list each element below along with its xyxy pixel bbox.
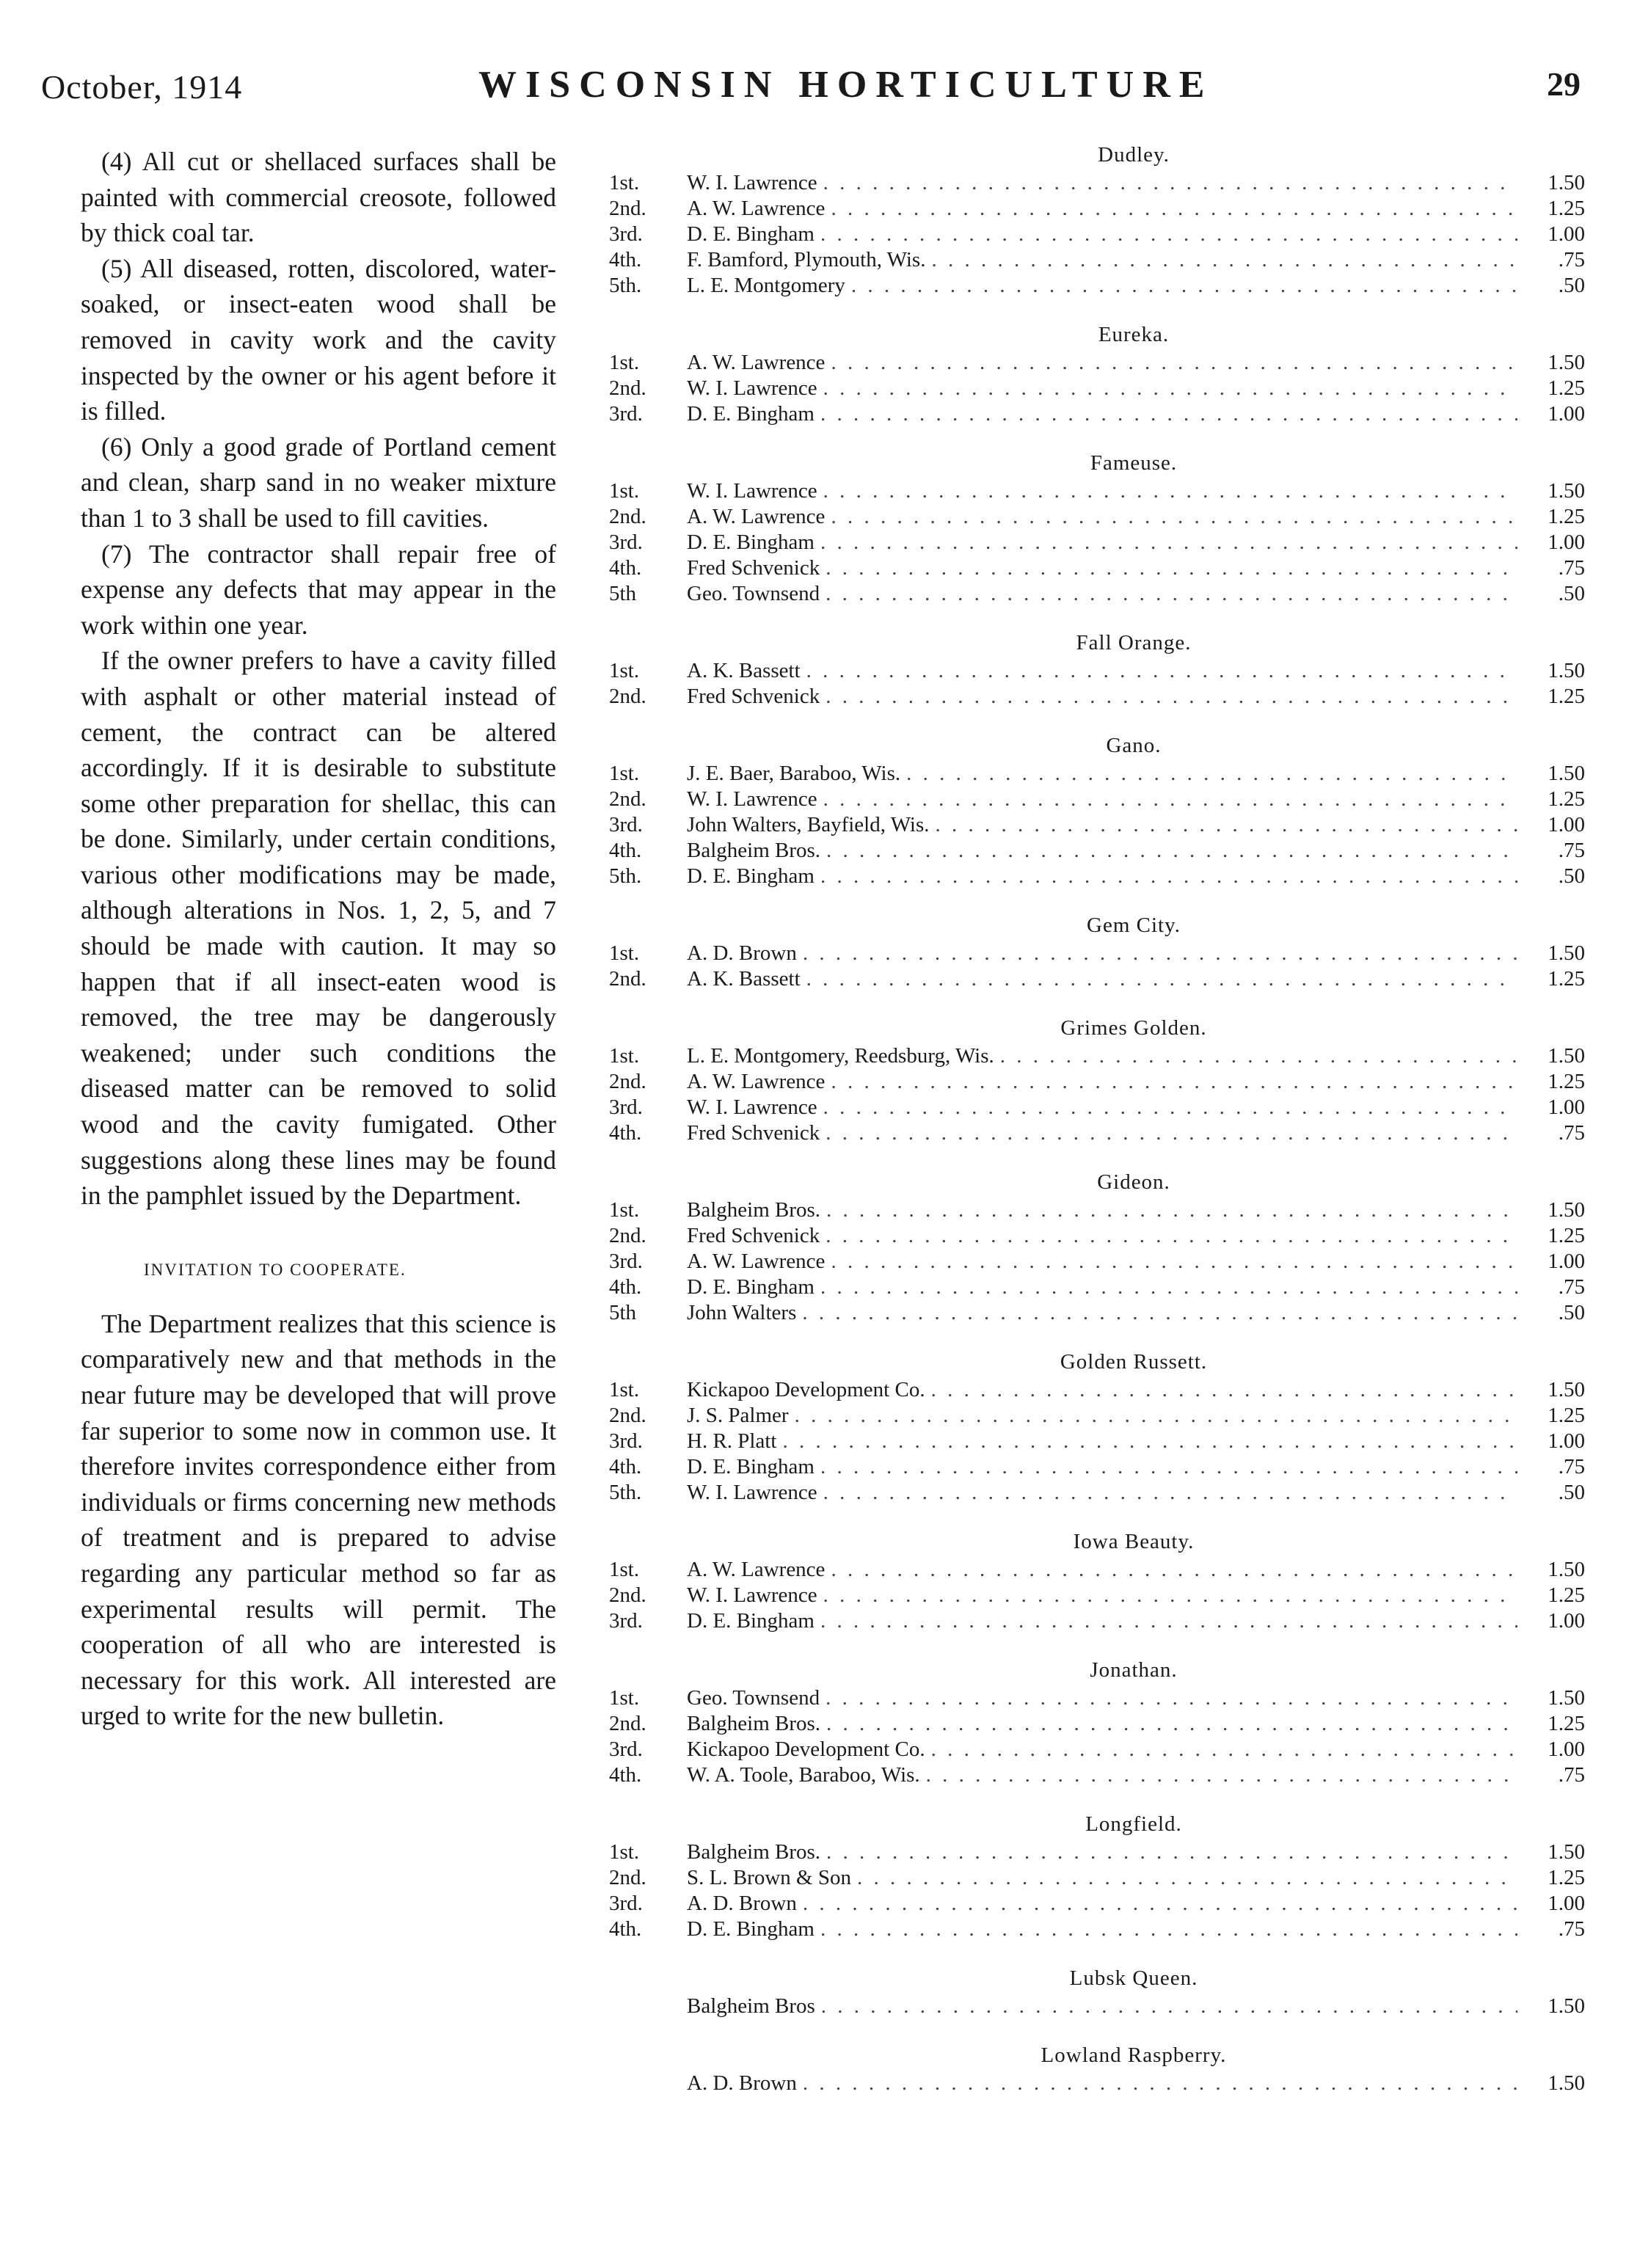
variety-spacer	[609, 607, 1585, 627]
award-place: 3rd.	[609, 402, 643, 426]
dot-leader	[823, 1480, 1517, 1506]
award-place: 3rd.	[609, 1609, 643, 1633]
variety-spacer	[609, 1146, 1585, 1167]
dot-leader	[803, 1891, 1517, 1917]
dot-leader	[821, 1994, 1517, 2019]
award-place: 2nd.	[609, 1404, 646, 1427]
exhibitor-name: D. E. Bingham	[687, 864, 814, 888]
exhibitor-name: John Walters, Bayfield, Wis.	[687, 813, 930, 836]
award-entry	[609, 1865, 1585, 1891]
dot-leader	[820, 1275, 1517, 1300]
dot-leader	[906, 761, 1517, 787]
prize-amount: .75	[1558, 1121, 1585, 1145]
variety-name: Longfield.	[1085, 1812, 1182, 1836]
dot-leader	[823, 376, 1517, 401]
award-place: 5th	[609, 582, 637, 605]
prize-amount: 1.25	[1548, 376, 1585, 400]
exhibitor-name: H. R. Platt	[687, 1429, 777, 1453]
dot-leader	[803, 2071, 1517, 2096]
prize-amount: 1.00	[1548, 222, 1585, 246]
award-place: 2nd.	[609, 1866, 646, 1889]
dot-leader	[823, 787, 1517, 812]
award-place: 4th.	[609, 248, 642, 271]
award-place: 5th.	[609, 864, 642, 888]
award-entry	[609, 1223, 1585, 1249]
exhibitor-name: J. E. Baer, Baraboo, Wis.	[687, 762, 901, 785]
award-place: 2nd.	[609, 376, 646, 400]
award-entry	[609, 838, 1585, 864]
award-place: 4th.	[609, 1275, 642, 1299]
award-place: 3rd.	[609, 1892, 643, 1915]
prize-amount: .50	[1558, 274, 1585, 297]
dot-leader	[826, 1223, 1517, 1249]
exhibitor-name: A. K. Bassett	[687, 659, 801, 682]
exhibitor-name: Fred Schvenick	[687, 1121, 820, 1145]
award-place: 2nd.	[609, 1712, 646, 1735]
award-place: 1st.	[609, 659, 640, 682]
dot-leader	[820, 1917, 1517, 1942]
variety-name: Jonathan.	[1090, 1658, 1178, 1682]
paragraph: (5) All diseased, rotten, discolored, water-soaked, or insect-eaten wood shall be removed in cavity work and the cavity inspected by the owner or his agent before it is filled.	[81, 253, 556, 426]
variety-spacer	[609, 1634, 1585, 1655]
variety-block	[609, 1655, 1585, 1788]
variety-spacer	[609, 1788, 1585, 1809]
award-place: 1st.	[609, 941, 640, 965]
prize-amount: 1.50	[1548, 1378, 1585, 1401]
award-place: 3rd.	[609, 530, 643, 554]
variety-name: Grimes Golden.	[1060, 1016, 1207, 1040]
award-entry	[609, 376, 1585, 401]
award-entry	[609, 401, 1585, 427]
award-entry	[609, 1043, 1585, 1069]
prize-amount: 1.00	[1548, 1095, 1585, 1119]
award-entry	[609, 1891, 1585, 1917]
award-place: 3rd.	[609, 1738, 643, 1761]
prize-amount: 1.50	[1548, 351, 1585, 374]
exhibitor-name: Balgheim Bros.	[687, 1840, 821, 1864]
award-entry	[609, 530, 1585, 555]
dot-leader	[831, 1557, 1517, 1583]
award-place: 2nd.	[609, 505, 646, 528]
dot-leader	[831, 350, 1517, 376]
variety-name: Fameuse.	[1090, 451, 1178, 475]
prize-amount: 1.50	[1548, 1686, 1585, 1710]
award-entry	[609, 1095, 1585, 1120]
award-entry	[609, 787, 1585, 812]
exhibitor-name: W. A. Toole, Baraboo, Wis.	[687, 1763, 920, 1787]
exhibitor-name: Balgheim Bros	[687, 1994, 815, 2018]
exhibitor-name: A. W. Lawrence	[687, 351, 826, 374]
award-place: 1st.	[609, 762, 640, 785]
award-place: 1st.	[609, 1558, 640, 1581]
prize-amount: 1.25	[1548, 197, 1585, 220]
exhibitor-name: L. E. Montgomery	[687, 274, 845, 297]
exhibitor-name: Fred Schvenick	[687, 685, 820, 708]
journal-title: WISCONSIN HORTICULTURE	[478, 64, 1214, 106]
award-place: 2nd.	[609, 1224, 646, 1247]
award-place: 3rd.	[609, 1095, 643, 1119]
section-subheading: INVITATION TO COOPERATE.	[144, 1260, 407, 1279]
dot-leader	[936, 812, 1518, 838]
dot-leader	[926, 1762, 1517, 1788]
dot-leader	[826, 1685, 1517, 1711]
exhibitor-name: Kickapoo Development Co.	[687, 1738, 925, 1761]
prize-amount: 1.00	[1548, 530, 1585, 554]
prize-amount: 1.25	[1548, 1070, 1585, 1093]
award-place: 5th.	[609, 274, 642, 297]
prize-amount: 1.00	[1548, 1250, 1585, 1273]
award-entry	[609, 1480, 1585, 1506]
prize-amount: .75	[1558, 839, 1585, 862]
dot-leader	[831, 196, 1517, 222]
dot-leader	[826, 581, 1517, 607]
exhibitor-name: Balgheim Bros.	[687, 839, 821, 862]
award-entry	[609, 1403, 1585, 1429]
award-place: 4th.	[609, 1121, 642, 1145]
award-entry	[609, 222, 1585, 247]
prize-amount: 1.25	[1548, 685, 1585, 708]
prize-amount: 1.25	[1548, 1224, 1585, 1247]
dot-leader	[826, 555, 1517, 581]
prize-amount: 1.50	[1548, 1840, 1585, 1864]
award-place: 5th	[609, 1301, 637, 1324]
dot-leader	[931, 247, 1517, 273]
exhibitor-name: A. K. Bassett	[687, 967, 801, 991]
award-place: 3rd.	[609, 1429, 643, 1453]
award-entry	[609, 555, 1585, 581]
issue-date: October, 1914	[41, 68, 243, 106]
variety-spacer	[609, 710, 1585, 730]
exhibitor-name: A. D. Brown	[687, 1892, 797, 1915]
dot-leader	[802, 1300, 1517, 1326]
variety-name: Gem City.	[1087, 914, 1181, 937]
exhibitor-name: W. I. Lawrence	[687, 171, 817, 194]
dot-leader	[826, 1711, 1517, 1737]
award-place: 2nd.	[609, 197, 646, 220]
dot-leader	[782, 1429, 1517, 1454]
award-entry	[609, 1557, 1585, 1583]
exhibitor-name: Fred Schvenick	[687, 556, 820, 580]
award-entry	[609, 1377, 1585, 1403]
dot-leader	[820, 1608, 1517, 1634]
dot-leader	[823, 1583, 1517, 1608]
prize-amount: .50	[1558, 1301, 1585, 1324]
award-place: 1st.	[609, 171, 640, 194]
dot-leader	[826, 838, 1517, 864]
exhibitor-name: A. D. Brown	[687, 941, 797, 965]
variety-spacer	[609, 992, 1585, 1013]
award-entry	[609, 966, 1585, 992]
variety-spacer	[609, 1942, 1585, 1963]
variety-block	[609, 910, 1585, 992]
prize-amount: 1.25	[1548, 1712, 1585, 1735]
paragraph: (6) Only a good grade of Portland cement and clean, sharp sand in no weaker mixture than 1 to 3 shall be used to fill cavities.	[81, 431, 556, 533]
award-entry	[609, 941, 1585, 966]
prize-amount: .75	[1558, 1455, 1585, 1478]
paragraph: If the owner prefers to have a cavity filled with asphalt or other material instead of cement, the contract can be altered accordingly. If it is desirable to substitute some other preparation for shellac, this can be done. Similarly, under certain conditions, various other modifications may be made, although alterations in Nos. 1, 2, 5, and 7 should be made with caution. It may so happen that if all insect-eaten wood is removed, the tree may be dangerously weakened; under such conditions the diseased matter can be removed to solid wood and the cavity fumigated. Other suggestions along these lines may be found in the pamphlet issued by the Department.	[81, 646, 556, 1211]
dot-leader	[826, 1839, 1517, 1865]
exhibitor-name: A. W. Lawrence	[687, 1070, 826, 1093]
award-place: 4th.	[609, 1917, 642, 1941]
variety-block	[609, 319, 1585, 427]
award-place: 2nd.	[609, 1583, 646, 1607]
dot-leader	[931, 1737, 1517, 1762]
exhibitor-name: W. I. Lawrence	[687, 1481, 817, 1504]
dot-leader	[831, 504, 1517, 530]
award-entry	[609, 1685, 1585, 1711]
prize-amount: .75	[1558, 248, 1585, 271]
award-entry	[609, 2071, 1585, 2096]
award-entry	[609, 1737, 1585, 1762]
variety-name: Gano.	[1106, 734, 1162, 757]
award-place: 1st.	[609, 1686, 640, 1710]
prize-amount: 1.50	[1548, 1994, 1585, 2018]
prize-amount: 1.25	[1548, 1583, 1585, 1607]
variety-block	[609, 1346, 1585, 1506]
variety-name: Dudley.	[1098, 143, 1170, 167]
prize-amount: 1.00	[1548, 402, 1585, 426]
page-header	[0, 0, 1651, 117]
paragraph: (7) The contractor shall repair free of expense any defects that may appear in the work within one year.	[81, 539, 556, 640]
award-entry	[609, 1454, 1585, 1480]
exhibitor-name: F. Bamford, Plymouth, Wis.	[687, 248, 926, 271]
award-entry	[609, 350, 1585, 376]
dot-leader	[820, 222, 1517, 247]
dot-leader	[823, 170, 1517, 196]
exhibitor-name: John Walters	[687, 1301, 797, 1324]
dot-leader	[831, 1249, 1517, 1275]
exhibitor-name: W. I. Lawrence	[687, 787, 817, 811]
dot-leader	[806, 966, 1517, 992]
prize-amount: 1.50	[1548, 1044, 1585, 1068]
award-place: 2nd.	[609, 685, 646, 708]
dot-leader	[851, 273, 1517, 299]
prize-amount: 1.25	[1548, 1866, 1585, 1889]
award-place: 1st.	[609, 479, 640, 503]
award-place: 1st.	[609, 1840, 640, 1864]
award-entry	[609, 1711, 1585, 1737]
exhibitor-name: D. E. Bingham	[687, 402, 814, 426]
variety-spacer	[609, 1506, 1585, 1526]
prize-amount: 1.25	[1548, 505, 1585, 528]
variety-name: Gideon.	[1097, 1170, 1170, 1194]
exhibitor-name: D. E. Bingham	[687, 1917, 814, 1941]
premium-awards-list	[609, 139, 1585, 2096]
dot-leader	[1000, 1043, 1517, 1069]
exhibitor-name: A. W. Lawrence	[687, 197, 826, 220]
variety-spacer	[609, 299, 1585, 319]
dot-leader	[820, 864, 1517, 889]
award-entry	[609, 1429, 1585, 1454]
exhibitor-name: A. D. Brown	[687, 2071, 797, 2095]
dot-leader	[826, 1197, 1517, 1223]
prize-amount: 1.25	[1548, 967, 1585, 991]
award-place: 1st.	[609, 1198, 640, 1222]
variety-block	[609, 1963, 1585, 2019]
prize-amount: .50	[1558, 582, 1585, 605]
exhibitor-name: W. I. Lawrence	[687, 1583, 817, 1607]
dot-leader	[831, 1069, 1517, 1095]
exhibitor-name: Kickapoo Development Co.	[687, 1378, 925, 1401]
award-entry	[609, 864, 1585, 889]
award-entry	[609, 504, 1585, 530]
exhibitor-name: S. L. Brown & Son	[687, 1866, 851, 1889]
award-entry	[609, 273, 1585, 299]
award-entry	[609, 1069, 1585, 1095]
exhibitor-name: Geo. Townsend	[687, 582, 820, 605]
prize-amount: 1.50	[1548, 1558, 1585, 1581]
dot-leader	[823, 478, 1517, 504]
award-entry	[609, 247, 1585, 273]
exhibitor-name: L. E. Montgomery, Reedsburg, Wis.	[687, 1044, 994, 1068]
variety-name: Fall Orange.	[1076, 631, 1192, 654]
prize-amount: 1.50	[1548, 2071, 1585, 2095]
award-entry	[609, 1197, 1585, 1223]
award-place: 3rd.	[609, 222, 643, 246]
prize-amount: 1.00	[1548, 1609, 1585, 1633]
prize-amount: .50	[1558, 864, 1585, 888]
award-entry	[609, 1275, 1585, 1300]
award-entry	[609, 658, 1585, 684]
award-entry	[609, 1120, 1585, 1146]
variety-name: Lubsk Queen.	[1069, 1966, 1198, 1990]
variety-name: Iowa Beauty.	[1073, 1530, 1195, 1553]
award-entry	[609, 812, 1585, 838]
variety-block	[609, 1809, 1585, 1942]
prize-amount: .75	[1558, 556, 1585, 580]
variety-block	[609, 627, 1585, 710]
variety-block	[609, 730, 1585, 889]
variety-spacer	[609, 889, 1585, 910]
award-place: 4th.	[609, 839, 642, 862]
exhibitor-name: D. E. Bingham	[687, 1609, 814, 1633]
exhibitor-name: W. I. Lawrence	[687, 376, 817, 400]
award-place: 2nd.	[609, 967, 646, 991]
exhibitor-name: D. E. Bingham	[687, 530, 814, 554]
prize-amount: .75	[1558, 1275, 1585, 1299]
variety-block	[609, 448, 1585, 607]
prize-amount: 1.50	[1548, 171, 1585, 194]
exhibitor-name: Geo. Townsend	[687, 1686, 820, 1710]
award-place: 3rd.	[609, 1250, 643, 1273]
dot-leader	[826, 684, 1517, 710]
award-entry	[609, 478, 1585, 504]
prize-amount: .50	[1558, 1481, 1585, 1504]
award-place: 4th.	[609, 556, 642, 580]
exhibitor-name: A. W. Lawrence	[687, 505, 826, 528]
dot-leader	[820, 401, 1517, 427]
award-entry	[609, 1762, 1585, 1788]
prize-amount: .75	[1558, 1917, 1585, 1941]
paragraph: (4) All cut or shellaced surfaces shall be painted with commercial creosote, followed by thick coal tar.	[81, 147, 556, 248]
variety-block	[609, 1167, 1585, 1326]
exhibitor-name: W. I. Lawrence	[687, 479, 817, 503]
prize-amount: 1.00	[1548, 1892, 1585, 1915]
award-entry	[609, 1839, 1585, 1865]
dot-leader	[820, 1454, 1517, 1480]
award-entry	[609, 1583, 1585, 1608]
exhibitor-name: A. W. Lawrence	[687, 1558, 826, 1581]
award-entry	[609, 1917, 1585, 1942]
prize-amount: 1.50	[1548, 479, 1585, 503]
exhibitor-name: W. I. Lawrence	[687, 1095, 817, 1119]
prize-amount: 1.50	[1548, 659, 1585, 682]
award-entry	[609, 196, 1585, 222]
variety-block	[609, 139, 1585, 299]
prize-amount: 1.50	[1548, 1198, 1585, 1222]
award-place: 2nd.	[609, 787, 646, 811]
award-place: 3rd.	[609, 813, 643, 836]
award-place: 1st.	[609, 1378, 640, 1401]
award-entry	[609, 170, 1585, 196]
exhibitor-name: Balgheim Bros.	[687, 1198, 821, 1222]
exhibitor-name: Fred Schvenick	[687, 1224, 820, 1247]
award-entry	[609, 1994, 1585, 2019]
dot-leader	[803, 941, 1517, 966]
award-entry	[609, 1608, 1585, 1634]
variety-spacer	[609, 2019, 1585, 2040]
prize-amount: 1.00	[1548, 1738, 1585, 1761]
variety-name: Golden Russett.	[1060, 1350, 1208, 1374]
dot-leader	[795, 1403, 1517, 1429]
award-entry	[609, 684, 1585, 710]
award-entry	[609, 581, 1585, 607]
page-number: 29	[1547, 65, 1581, 103]
dot-leader	[820, 530, 1517, 555]
prize-amount: .75	[1558, 1763, 1585, 1787]
paragraph: The Department realizes that this science is comparatively new and that methods in the near future may be developed that will prove far superior to some now in common use. It therefore invites correspondence either from individuals or firms concerning new methods of treatment and is prepared to advise regarding any particular method so far as experimental results will permit. The cooperation of all who are interested is necessary for this work. All interested are urged to write for the new bulletin.	[81, 1308, 556, 1731]
prize-amount: 1.00	[1548, 1429, 1585, 1453]
dot-leader	[806, 658, 1517, 684]
dot-leader	[826, 1120, 1517, 1146]
exhibitor-name: D. E. Bingham	[687, 1455, 814, 1478]
variety-name: Lowland Raspberry.	[1040, 2043, 1227, 2067]
award-entry	[609, 761, 1585, 787]
exhibitor-name: D. E. Bingham	[687, 1275, 814, 1299]
variety-block	[609, 2040, 1585, 2096]
exhibitor-name: J. S. Palmer	[687, 1404, 789, 1427]
variety-spacer	[609, 1326, 1585, 1346]
award-entry	[609, 1249, 1585, 1275]
dot-leader	[823, 1095, 1517, 1120]
award-place: 2nd.	[609, 1070, 646, 1093]
variety-block	[609, 1013, 1585, 1146]
variety-block	[609, 1526, 1585, 1634]
award-place: 4th.	[609, 1455, 642, 1478]
award-place: 1st.	[609, 351, 640, 374]
prize-amount: 1.50	[1548, 941, 1585, 965]
prize-amount: 1.25	[1548, 787, 1585, 811]
article-column	[81, 144, 556, 1734]
exhibitor-name: Balgheim Bros.	[687, 1712, 821, 1735]
dot-leader	[857, 1865, 1517, 1891]
award-place: 1st.	[609, 1044, 640, 1068]
exhibitor-name: A. W. Lawrence	[687, 1250, 826, 1273]
award-place: 4th.	[609, 1763, 642, 1787]
variety-spacer	[609, 427, 1585, 448]
prize-amount: 1.25	[1548, 1404, 1585, 1427]
prize-amount: 1.50	[1548, 762, 1585, 785]
award-place: 5th.	[609, 1481, 642, 1504]
award-entry	[609, 1300, 1585, 1326]
exhibitor-name: D. E. Bingham	[687, 222, 814, 246]
prize-amount: 1.00	[1548, 813, 1585, 836]
variety-name: Eureka.	[1098, 323, 1170, 346]
dot-leader	[931, 1377, 1517, 1403]
